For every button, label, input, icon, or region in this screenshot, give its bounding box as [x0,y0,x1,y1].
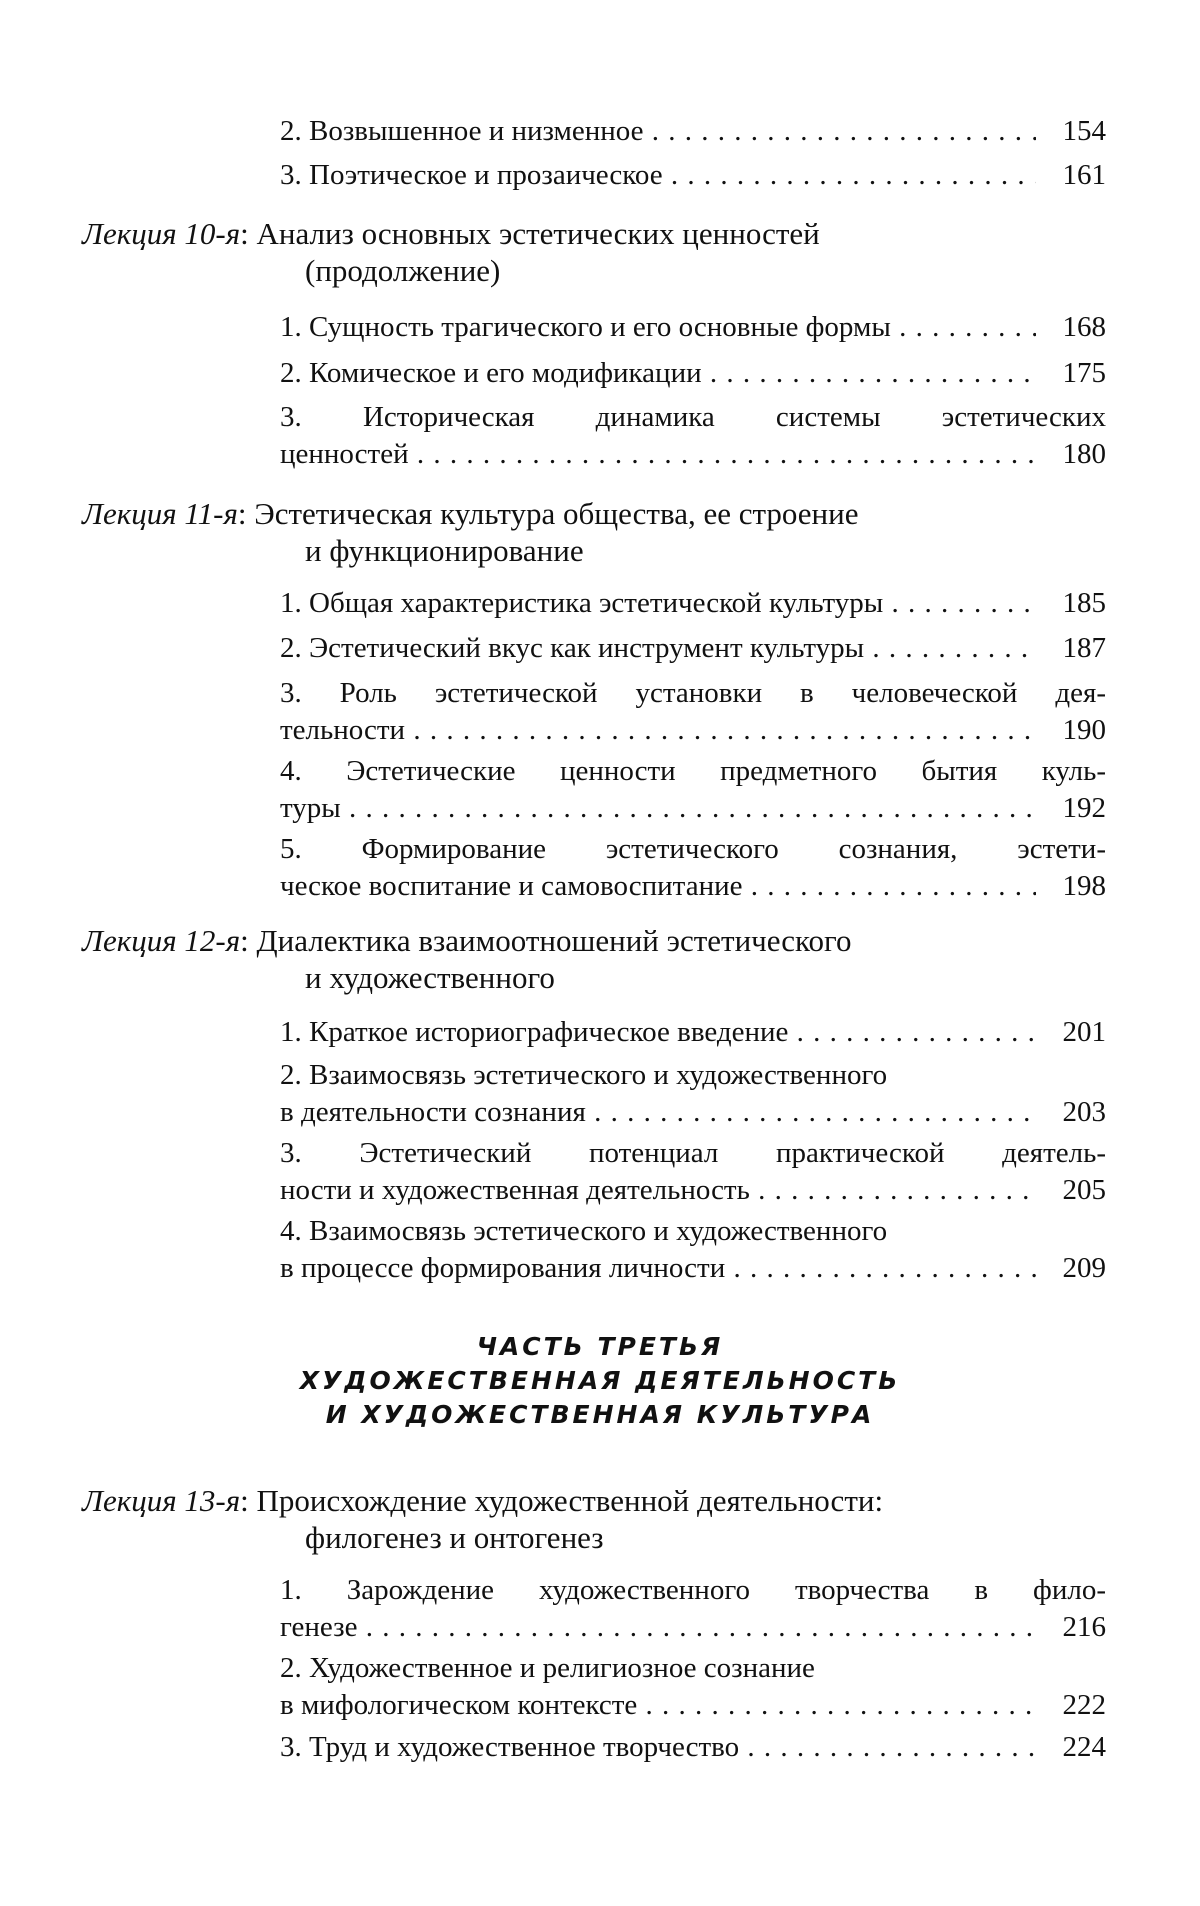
toc-entry [280,157,1106,194]
entry-title: 3. Труд и художественное творчество . . . [280,1729,1036,1766]
page-number: 222 [1057,1687,1107,1724]
toc-entry [280,355,1106,392]
page-number: 180 [1057,436,1107,473]
lecture-label: Лекция 12-я [82,923,241,958]
entry-title: 2. Взаимосвязь эстетического и художественного [280,1059,888,1091]
entry-title-continued: генезе . . . [280,1609,1036,1646]
toc-entry [280,1650,1106,1724]
entry-title: 3. Поэтическое и прозаическое . . . [280,157,1036,194]
toc-entry [280,753,1106,827]
lecture-title: Эстетическая культура общества, ее строение [254,496,859,531]
entry-title-continued: ценностей . . . [280,436,1036,473]
toc-entry [280,630,1106,667]
lecture-title-continued: (продолжение) [305,253,501,288]
entry-title: 3. Роль эстетической установки в человеческой дея- [280,677,1106,709]
page-number: 175 [1057,355,1107,392]
lecture-label: Лекция 13-я [82,1483,241,1518]
entry-title-continued: в мифологическом контексте . . . [280,1687,1036,1724]
toc-entry [280,1057,1106,1131]
lecture-title-continued: и функционирование [305,533,584,568]
part-title-continued: И ХУДОЖЕСТВЕННАЯ КУЛЬТУРА [325,1400,875,1429]
part-number: ЧАСТЬ ТРЕТЬЯ [476,1332,724,1361]
toc-entry [280,675,1106,749]
toc-entry [280,399,1106,473]
toc-entry [280,309,1106,346]
entry-title: 3. Эстетический потенциал практической деятель- [280,1137,1106,1169]
toc-entry [280,1213,1106,1287]
page-number: 216 [1057,1609,1107,1646]
entry-title: 4. Взаимосвязь эстетического и художественного [280,1215,888,1247]
page-number: 185 [1057,585,1107,622]
page-number: 161 [1057,157,1107,194]
lecture-heading: Лекция 11-я: Эстетическая культура общества, ее строение и функционирование [82,495,1082,569]
toc-entry [280,585,1106,622]
lecture-heading: Лекция 13-я: Происхождение художественной деятельности: филогенез и онтогенез [82,1482,1082,1556]
entry-title: 1. Общая характеристика эстетической культуры . . . [280,585,1036,622]
entry-title: 4. Эстетические ценности предметного бытия куль- [280,755,1106,787]
toc-entry [280,1729,1106,1766]
entry-title-continued: в деятельности сознания . . . [280,1094,1036,1131]
lecture-label: Лекция 10-я [82,216,241,251]
page-number: 190 [1057,712,1107,749]
page-number: 187 [1057,630,1107,667]
page-number: 203 [1057,1094,1107,1131]
lecture-heading: Лекция 12-я: Диалектика взаимоотношений эстетического и художественного [82,922,1082,996]
part-title: ХУДОЖЕСТВЕННАЯ ДЕЯТЕЛЬНОСТЬ [299,1366,901,1395]
toc-entry [280,1014,1106,1051]
entry-title: 2. Художественное и религиозное сознание [280,1652,815,1684]
lecture-title: Анализ основных эстетических ценностей [256,216,820,251]
entry-title-continued: тельности . . . [280,712,1036,749]
lecture-title: Происхождение художественной деятельности: [256,1483,884,1518]
entry-title: 1. Зарождение художественного творчества в фило- [280,1574,1106,1606]
entry-title: 2. Комическое и его модификации . . . [280,355,1036,392]
entry-title: 1. Краткое историографическое введение . . . [280,1014,1036,1051]
page-number: 192 [1057,790,1107,827]
page-number: 198 [1057,868,1107,905]
page-number: 154 [1057,113,1107,150]
entry-title-continued: в процессе формирования личности . . . [280,1250,1036,1287]
entry-title-continued: ческое воспитание и самовоспитание . . . [280,868,1036,905]
page-number: 224 [1057,1729,1107,1766]
entry-title-continued: ности и художественная деятельность . . . [280,1172,1036,1209]
page-number: 201 [1057,1014,1107,1051]
toc-entry [280,1135,1106,1209]
entry-title: 1. Сущность трагического и его основные формы . . . [280,309,1036,346]
entry-title: 2. Возвышенное и низменное . . . [280,113,1036,150]
entry-title: 5. Формирование эстетического сознания, эстети- [280,833,1106,865]
lecture-label: Лекция 11-я [82,496,238,531]
lecture-title: Диалектика взаимоотношений эстетического [256,923,852,958]
entry-title: 2. Эстетический вкус как инструмент культуры . . . [280,630,1036,667]
lecture-title-continued: филогенез и онтогенез [305,1520,604,1555]
page-number: 168 [1057,309,1107,346]
entry-title-continued: туры . . . [280,790,1036,827]
entry-title: 3. Историческая динамика системы эстетических [280,401,1106,433]
part-heading [0,1330,1200,1432]
toc-entry [280,113,1106,150]
lecture-heading: Лекция 10-я: Анализ основных эстетических ценностей (продолжение) [82,215,1082,289]
toc-entry [280,1572,1106,1646]
page-number: 205 [1057,1172,1107,1209]
toc-entry [280,831,1106,905]
page-number: 209 [1057,1250,1107,1287]
lecture-title-continued: и художественного [305,960,555,995]
